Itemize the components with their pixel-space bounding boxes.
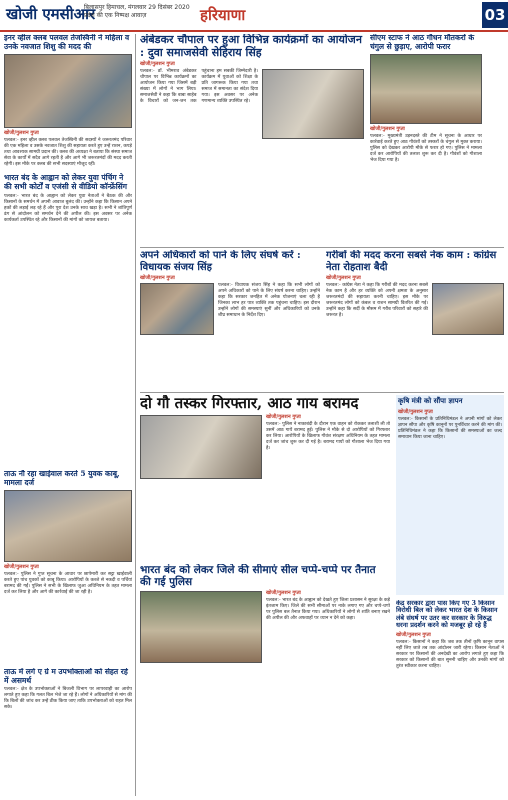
byline: खोजी/गुलशन गुप्ता bbox=[398, 409, 433, 416]
byline: खोजी/गुलशन गुप्ता bbox=[266, 590, 301, 597]
edition-info bbox=[84, 4, 190, 20]
story-photo bbox=[432, 283, 504, 335]
story-memorandum bbox=[396, 395, 504, 595]
story-cow-smugglers bbox=[140, 395, 390, 560]
headline: केंद्र सरकार द्वारा पास किए गए 3 किसान विरोधी बिल को लेकर भारत देश के किसान लंबे संघर्ष पर उतर कर सरकार के विरुद्ध धरना प्रदर्शन करने को मजबूर हो रहे हैं bbox=[396, 600, 498, 630]
story-photo bbox=[140, 591, 262, 663]
headline: दो गौ तस्कर गिरफ्तार, आठ गाय बरामद bbox=[140, 395, 359, 412]
byline: खोजी/गुलशन गुप्ता bbox=[140, 61, 175, 68]
page-number: 03 bbox=[482, 2, 508, 28]
byline: खोजी/गुलशन गुप्ता bbox=[4, 130, 39, 137]
column-divider bbox=[135, 34, 136, 796]
headline: गरीबों की मदद करना सबसे नेक काम : कांग्रेस नेता रोहताश बैदी bbox=[326, 250, 497, 273]
headline: अपने अधिकारों को पाने के लिए संघर्ष करें : विधायक संजय सिंह bbox=[140, 250, 301, 273]
story-body: पलवल:- भारत बंद के आह्वान को देखते हुए जिला प्रशासन ने सुरक्षा के कड़े इंतजाम किए। जिले की सभी सीमाओं पर नाके लगाए गए और चप्पे-चप्पे पर पुलिस बल तैनात किया गया। अधिकारियों ने लोगों से शांति बनाए रखने की अपील की और अफवाहों पर ध्यान न देने को कहा। bbox=[266, 598, 390, 622]
byline: खोजी/गुलशन गुप्ता bbox=[396, 631, 431, 638]
headline: भारत बंद को लेकर जिले की सीमाएं सील चप्पे-चप्पे पर तैनात की गई पुलिस bbox=[140, 564, 376, 589]
story-body: पलवल:- कांग्रेस नेता ने कहा कि गरीबों की मदद करना सबसे नेक काम है और हर व्यक्ति को अपनी क्षमता के अनुसार जरूरतमंदों की सहायता करनी चाहिए। इस मौके पर जरूरतमंद लोगों को कंबल व राशन सामग्री वितरित की गई। उन्होंने कहा कि सर्दी के मौसम में गरीब परिवारों को सहारे की जरूरत है। bbox=[326, 283, 428, 318]
story-women-help bbox=[4, 34, 132, 334]
headline: कृषि मंत्री को सौंपा ज्ञापन bbox=[398, 396, 463, 405]
story-satta-arrest bbox=[4, 470, 132, 660]
byline: खोजी/गुलशन गुप्ता bbox=[4, 564, 39, 571]
story-photo bbox=[140, 283, 214, 335]
headline: इनर व्हील क्लब पलवल तेजस्विनी ने महिला व उनके नवजात शिशु की मदद की bbox=[4, 34, 130, 51]
story-body: पलवल:- क्षेत्र के उपभोक्ताओं ने बिजली विभाग पर लापरवाही का आरोप लगाते हुए कहा कि गलत बिल भेजे जा रहे हैं। लोगों ने अधिकारियों से मांग की कि बिलों की जांच कर उन्हें ठीक किया जाए ताकि उपभोक्ताओं को राहत मिल सके। bbox=[4, 687, 132, 711]
story-rohtash-baidi bbox=[326, 250, 504, 390]
byline: खोजी/गुलशन गुप्ता bbox=[266, 414, 301, 421]
story-farm-bills-protest bbox=[396, 600, 504, 796]
section-divider bbox=[140, 247, 504, 248]
story-body: पलवल:- डॉ. भीमराव अंबेडकर चौपाल पर विभिन्न कार्यक्रमों का आयोजन किया गया जिसमें बड़ी संख्या में लोगों ने भाग लिया। समाजसेवी ने कहा कि बाबा साहेब के विचारों को जन-जन तक पहुंचाना हम सबकी जिम्मेदारी है। कार्यक्रम में युवाओं को शिक्षा के प्रति जागरूक किया गया तथा समाज में समानता का संदेश दिया गया। इस अवसर पर अनेक गणमान्य व्यक्ति उपस्थित रहे। bbox=[140, 69, 258, 105]
story-photo bbox=[370, 54, 482, 124]
story-body: पलवल:- किसानों ने कहा कि जब तक तीनों कृषि कानून वापस नहीं लिए जाते तब तक आंदोलन जारी रहेगा। किसान नेताओं ने सरकार पर किसानों की अनदेखी का आरोप लगाते हुए कहा कि सरकार को किसानों की बात सुननी चाहिए और उनकी मांगों को तुरंत स्वीकार करना चाहिए। bbox=[396, 639, 504, 669]
story-photo bbox=[262, 69, 364, 139]
byline: खोजी/गुलशन गुप्ता bbox=[326, 275, 361, 281]
story-electricity-consumers bbox=[4, 668, 132, 796]
story-body: पलवल:- विधायक संजय सिंह ने कहा कि सभी लोगों को अपने अधिकारों को पाने के लिए संघर्ष करना चाहिए। उन्होंने कहा कि सरकार जनहित में अनेक योजनाएं चला रही है जिनका लाभ हर पात्र व्यक्ति तक पहुंचना चाहिए। इस दौरान उन्होंने लोगों की समस्याएं सुनीं और अधिकारियों को उनके शीघ्र समाधान के निर्देश दिए। bbox=[218, 283, 320, 318]
byline: खोजी/गुलशन गुप्ता bbox=[370, 126, 405, 133]
story-ambedkar-chaupal bbox=[140, 34, 364, 244]
edition-tagline: प्रदेश की एक निष्पक्ष आवाज़ bbox=[84, 12, 147, 19]
headline: भारत बंद के आह्वान को लेकर युवा पंचिंग ने की सभी कोर्टों व एजंसी से वीडियो कॉन्फ्रेंसिंग bbox=[4, 173, 127, 191]
headline: ताऊ में लगे ए ग्रे म उपभोक्ताओं को सेहत रहे में असमर्थ bbox=[4, 668, 128, 685]
byline: खोजी/गुलशन गुप्ता bbox=[140, 275, 175, 281]
section-divider bbox=[140, 392, 504, 393]
brand-logo: खोजी एमसीआर bbox=[6, 5, 96, 23]
headline: अंबेडकर चौपाल पर हुआ विभिन्न कार्यक्रमों का आयोजन : दुवा समाजसेवी सेहिराय सिंह bbox=[140, 34, 362, 59]
edition-date: बिलासपुर हिमाचल, मंगलवार 29 दिसंबर 2020 bbox=[84, 4, 190, 11]
headline: ताऊ नौ रहा खाईवाल करते 5 युवक काबू, मामला दर्ज bbox=[4, 470, 120, 487]
story-body: पलवल:- पुलिस ने नाकाबंदी के दौरान एक वाहन को रोककर तलाशी ली तो उसमें आठ गायें बरामद हुईं। पुलिस ने मौके से दो आरोपियों को गिरफ्तार कर लिया। आरोपियों के खिलाफ गौवंश संरक्षण अधिनियम के तहत मामला दर्ज कर जांच शुरू कर दी गई है। बरामद गायों को गौशाला भेज दिया गया है। bbox=[266, 422, 390, 452]
story-body: पलवल:- भारत बंद के आह्वान को लेकर युवा नेताओं ने बैठक की और किसानों के समर्थन में अपनी आवाज बुलंद की। उन्होंने कहा कि किसान अपने हकों की लड़ाई लड़ रहे हैं और पूरा देश उनके साथ खड़ा है। सभी ने शांतिपूर्ण ढंग से आंदोलन को समर्थन देने की अपील की। इस अवसर पर अनेक कार्यकर्ता उपस्थित रहे और किसानों की मांगों को जायज बताया। bbox=[4, 193, 132, 223]
masthead bbox=[0, 0, 508, 32]
story-bharat-bandh-security bbox=[140, 564, 390, 796]
section-title: हरियाणा bbox=[200, 6, 246, 24]
story-cm-staff-cows bbox=[370, 34, 482, 244]
story-body: पलवल:- किसानों के प्रतिनिधिमंडल ने अपनी मांगों को लेकर ज्ञापन सौंपा और कृषि कानूनों पर पुनर्विचार करने की मांग की। प्रतिनिधिमंडल ने कहा कि किसानों की समस्याओं का जल्द समाधान किया जाना चाहिए। bbox=[398, 417, 502, 441]
story-photo bbox=[4, 54, 132, 128]
story-photo bbox=[4, 490, 132, 562]
headline: सीएम स्टाफ ने आठ गौधन मौतकरों के चंगुल से छुड़ाए, आरोपी फरार bbox=[370, 34, 475, 51]
story-body: पलवल:- इनर व्हील क्लब पलवल तेजस्विनी की सदस्यों ने जरूरतमंद परिवार की एक महिला व उसके नवजात शिशु की सहायता करते हुए उन्हें राशन, कपड़े तथा आवश्यक सामग्री प्रदान की। क्लब की अध्यक्षा ने बताया कि संस्था समाज सेवा के कार्यों में सदैव आगे रहती है और आगे भी जरूरतमंदों की मदद करती रहेगी। इस मौके पर क्लब की सभी सदस्याएं मौजूद रहीं। bbox=[4, 138, 132, 168]
story-body: पलवल:- पुलिस ने गुप्त सूचना के आधार पर छापेमारी कर सट्टा खाईवाली करते हुए पांच युवकों को काबू किया। आरोपियों के कब्जे से नकदी व पर्चियां बरामद की गईं। पुलिस ने सभी के खिलाफ जुआ अधिनियम के तहत मामला दर्ज कर लिया है और आगे की कार्रवाई की जा रही है। bbox=[4, 572, 132, 596]
story-body: पलवल:- मुख्यमंत्री उड़नदस्ते की टीम ने सूचना के आधार पर कार्रवाई करते हुए आठ गौवंशों को तस्करों के चंगुल से मुक्त कराया। पुलिस को देखकर आरोपी मौके से फरार हो गए। पुलिस ने मामला दर्ज कर आरोपियों की तलाश शुरू कर दी है। गौवंशों को गौशाला भेज दिया गया है। bbox=[370, 134, 482, 164]
story-mla-sanjay-singh bbox=[140, 250, 320, 390]
story-photo bbox=[140, 415, 262, 479]
